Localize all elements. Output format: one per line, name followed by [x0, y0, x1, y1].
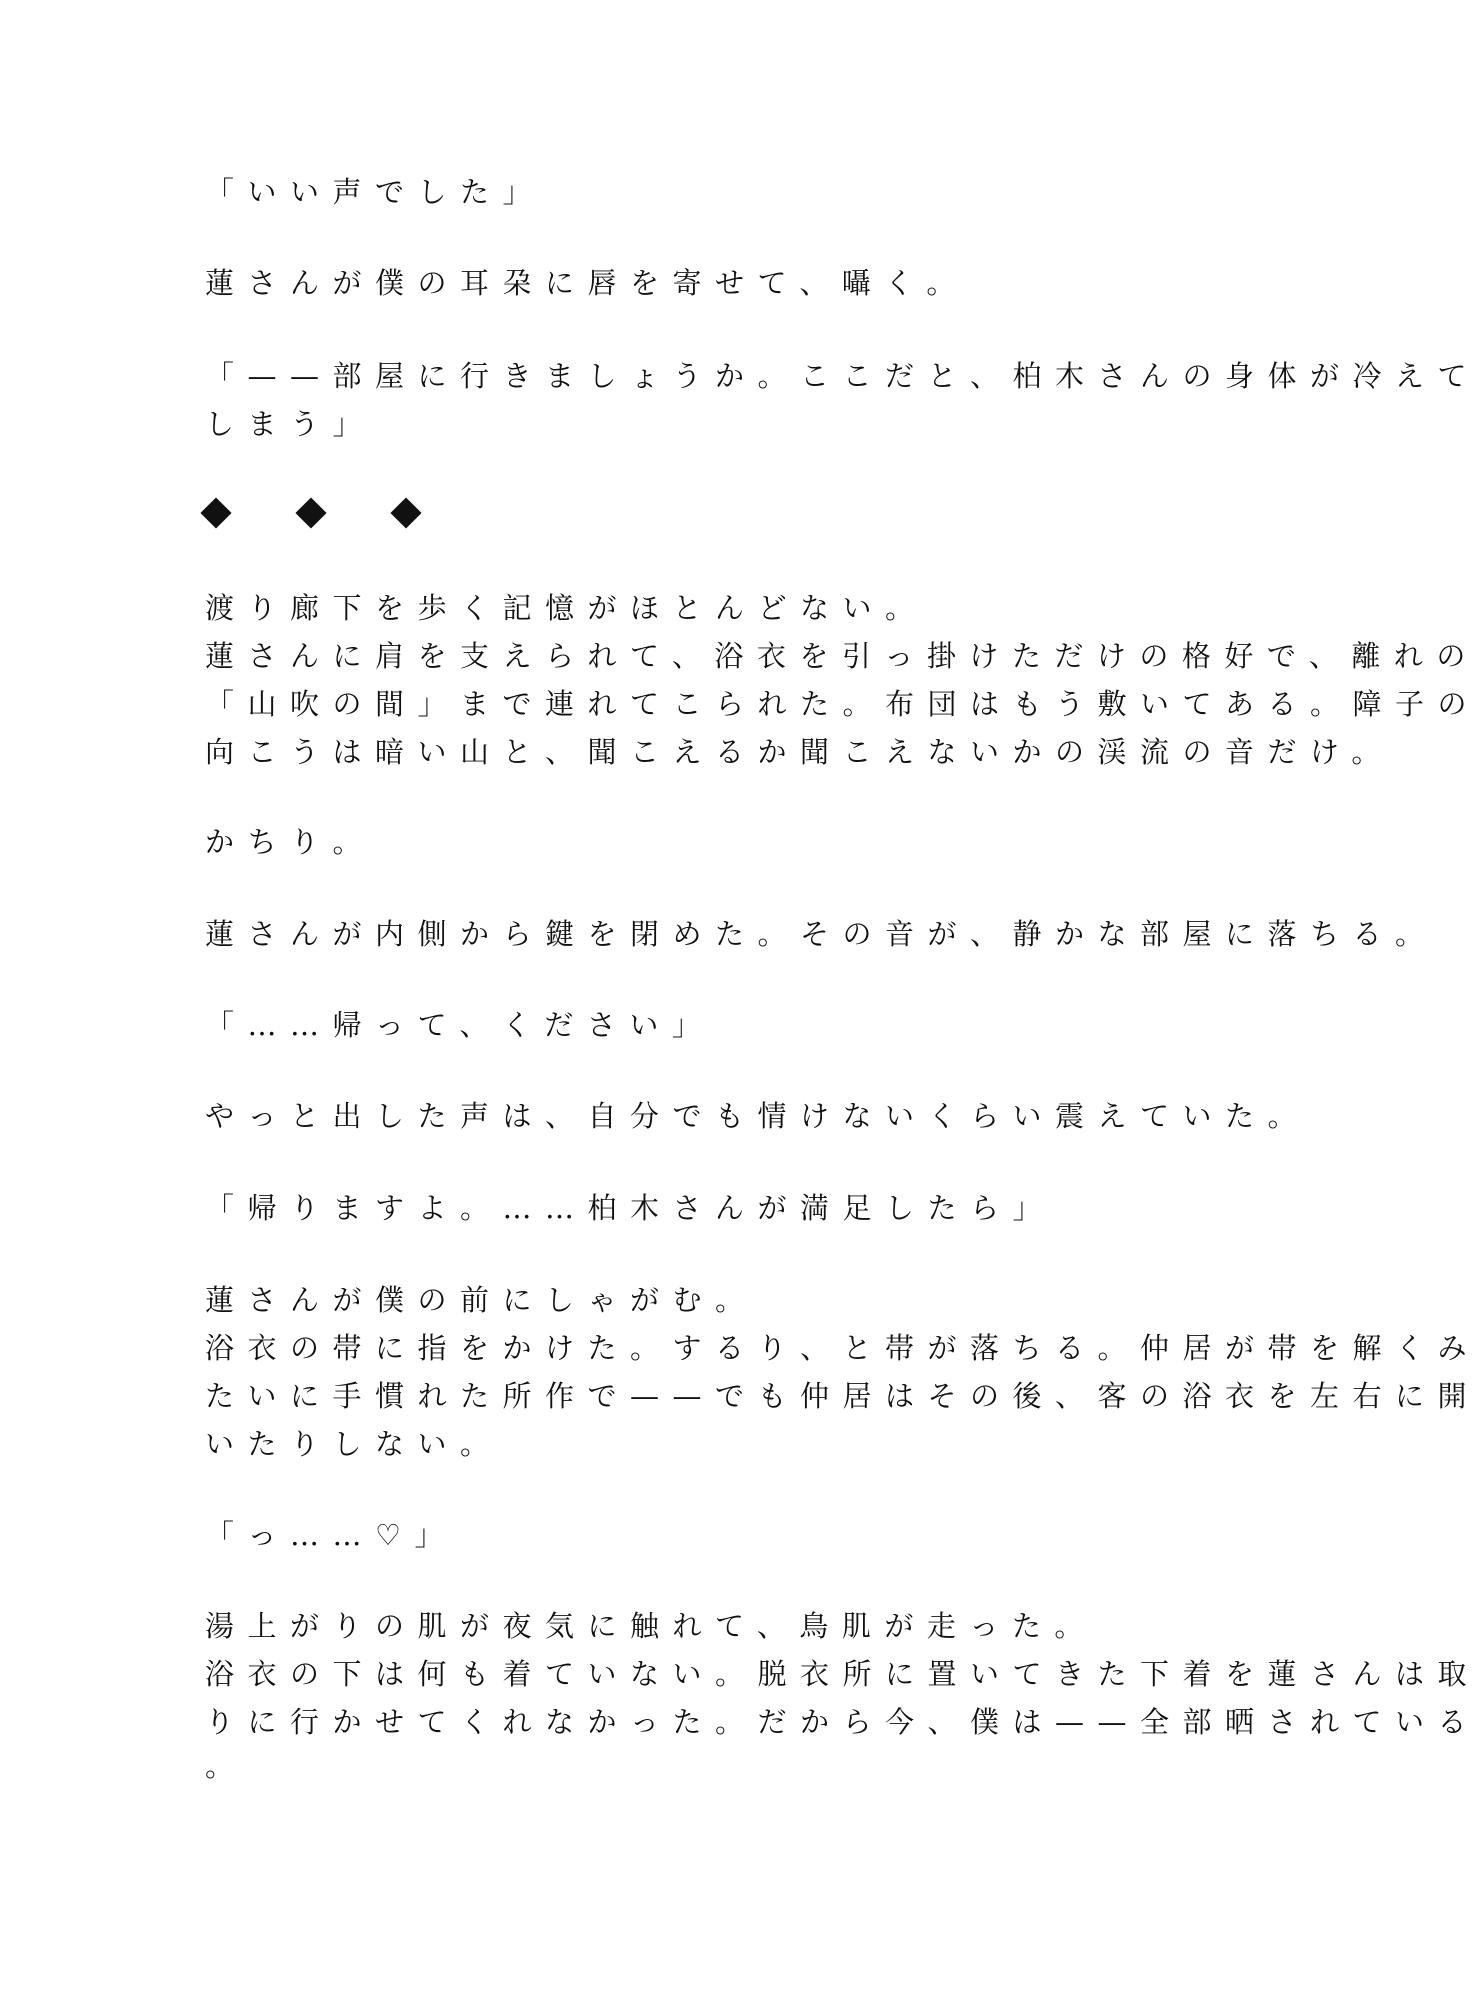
- text-line: 蓮さんに肩を支えられて、浴衣を引っ掛けただけの格好で、離れの: [205, 639, 1479, 673]
- scene-separator: [205, 489, 417, 537]
- text-line: 「——部屋に行きましょうか。ここだと、柏木さんの身体が冷えて: [205, 359, 1480, 393]
- text-line: 「いい声でした」: [205, 175, 546, 209]
- diamond-icon: [200, 497, 231, 528]
- text-line: いたりしない。: [205, 1427, 503, 1461]
- text-line: 浴衣の帯に指をかけた。するり、と帯が落ちる。仲居が帯を解くみ: [205, 1331, 1480, 1365]
- text-line: 「っ……♡」: [205, 1518, 457, 1552]
- text-line: しまう」: [205, 407, 376, 441]
- text-line: 蓮さんが内側から鍵を閉めた。その音が、静かな部屋に落ちる。: [205, 917, 1438, 951]
- text-line: 浴衣の下は何も着ていない。脱衣所に置いてきた下着を蓮さんは取: [205, 1657, 1480, 1691]
- text-line: りに行かせてくれなかった。だから今、僕は——全部晒されている: [205, 1705, 1480, 1739]
- text-line: 渡り廊下を歩く記憶がほとんどない。: [205, 591, 928, 625]
- text-line: 湯上がりの肌が夜気に触れて、鳥肌が走った。: [205, 1609, 1097, 1643]
- text-line: たいに手慣れた所作で——でも仲居はその後、客の浴衣を左右に開: [205, 1379, 1480, 1413]
- diamond-icon: [390, 497, 421, 528]
- diamond-icon: [295, 497, 326, 528]
- text-line: やっと出した声は、自分でも情けないくらい震えていた。: [205, 1099, 1311, 1133]
- text-line: 「帰りますよ。……柏木さんが満足したら」: [205, 1191, 1056, 1225]
- text-line: 向こうは暗い山と、聞こえるか聞こえないかの渓流の音だけ。: [205, 735, 1394, 769]
- text-line: かちり。: [205, 825, 376, 859]
- text-line: 「山吹の間」まで連れてこられた。布団はもう敷いてある。障子の: [205, 687, 1480, 721]
- text-line: 。: [205, 1749, 248, 1783]
- text-line: 「……帰って、ください」: [205, 1008, 715, 1042]
- text-line: 蓮さんが僕の耳朶に唇を寄せて、囁く。: [205, 266, 969, 300]
- text-line: 蓮さんが僕の前にしゃがむ。: [205, 1283, 758, 1317]
